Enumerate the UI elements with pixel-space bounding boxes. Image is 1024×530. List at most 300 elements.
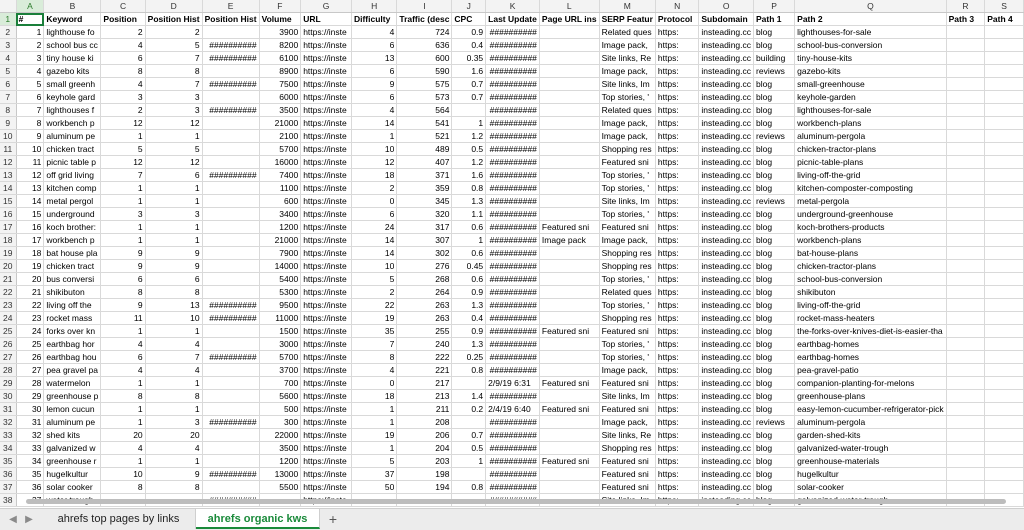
cell[interactable]: [539, 416, 599, 429]
cell[interactable]: [985, 286, 1024, 299]
cell[interactable]: 6: [351, 39, 396, 52]
cell[interactable]: 8: [101, 481, 145, 494]
cell[interactable]: 264: [397, 286, 452, 299]
cell[interactable]: https://inste: [301, 455, 352, 468]
cell[interactable]: 1: [145, 377, 202, 390]
cell[interactable]: picnic-table-plans: [795, 156, 946, 169]
header-cell[interactable]: Path 2: [795, 13, 946, 26]
cell[interactable]: [985, 403, 1024, 416]
cell[interactable]: hugelkultur: [44, 468, 101, 481]
cell[interactable]: chicken-tractor-plans: [795, 143, 946, 156]
row-header[interactable]: 32: [0, 416, 16, 429]
cell[interactable]: 489: [397, 143, 452, 156]
cell[interactable]: ##########: [202, 39, 259, 52]
cell[interactable]: 0.7: [452, 91, 486, 104]
cell[interactable]: 22: [351, 299, 396, 312]
cell[interactable]: [539, 481, 599, 494]
cell[interactable]: https://inste: [301, 286, 352, 299]
row-header[interactable]: 1: [0, 13, 16, 26]
cell[interactable]: https:: [655, 234, 698, 247]
cell[interactable]: metal-pergola: [795, 195, 946, 208]
cell[interactable]: ##########: [202, 312, 259, 325]
cell[interactable]: 9: [16, 130, 44, 143]
cell[interactable]: https:: [655, 403, 698, 416]
cell[interactable]: 1: [145, 403, 202, 416]
table-row[interactable]: [0, 377, 1024, 390]
cell[interactable]: insteading.cc: [699, 26, 754, 39]
cell[interactable]: off grid living: [44, 169, 101, 182]
cell[interactable]: 221: [397, 364, 452, 377]
cell[interactable]: https://inste: [301, 260, 352, 273]
cell[interactable]: 600: [259, 195, 301, 208]
cell[interactable]: 35: [351, 325, 396, 338]
cell[interactable]: [946, 442, 985, 455]
cell[interactable]: 276: [397, 260, 452, 273]
cell[interactable]: 20: [16, 273, 44, 286]
cell[interactable]: blog: [754, 325, 795, 338]
cell[interactable]: 3500: [259, 442, 301, 455]
header-cell[interactable]: Keyword: [44, 13, 101, 26]
cell[interactable]: 8: [101, 286, 145, 299]
cell[interactable]: 4: [101, 338, 145, 351]
cell[interactable]: 222: [397, 351, 452, 364]
column-header-c[interactable]: C: [101, 0, 145, 13]
table-row[interactable]: [0, 299, 1024, 312]
cell[interactable]: [985, 143, 1024, 156]
cell[interactable]: keyhole-garden: [795, 91, 946, 104]
cell[interactable]: insteading.cc: [699, 299, 754, 312]
cell[interactable]: 2: [101, 104, 145, 117]
add-sheet-icon[interactable]: +: [328, 511, 338, 527]
cell[interactable]: 500: [259, 403, 301, 416]
cell[interactable]: blog: [754, 299, 795, 312]
cell[interactable]: 4: [101, 78, 145, 91]
cell[interactable]: https://inste: [301, 429, 352, 442]
cell[interactable]: ##########: [486, 91, 540, 104]
cell[interactable]: 14: [351, 247, 396, 260]
table-row[interactable]: [0, 260, 1024, 273]
cell[interactable]: [985, 416, 1024, 429]
cell[interactable]: insteading.cc: [699, 377, 754, 390]
cell[interactable]: [946, 338, 985, 351]
row-header[interactable]: 13: [0, 169, 16, 182]
table-row[interactable]: [0, 156, 1024, 169]
cell[interactable]: [946, 416, 985, 429]
cell[interactable]: reviews: [754, 130, 795, 143]
column-header-s[interactable]: S: [985, 0, 1024, 13]
cell[interactable]: Image pack,: [599, 364, 655, 377]
cell[interactable]: [202, 481, 259, 494]
cell[interactable]: blog: [754, 143, 795, 156]
cell[interactable]: 0.7: [452, 429, 486, 442]
cell[interactable]: 2100: [259, 130, 301, 143]
cell[interactable]: [946, 351, 985, 364]
cell[interactable]: [946, 429, 985, 442]
cell[interactable]: Image pack,: [599, 234, 655, 247]
cell[interactable]: 521: [397, 130, 452, 143]
cell[interactable]: earthbag hou: [44, 351, 101, 364]
cell[interactable]: [946, 182, 985, 195]
table-row[interactable]: [0, 416, 1024, 429]
cell[interactable]: ##########: [486, 325, 540, 338]
cell[interactable]: 0.8: [452, 364, 486, 377]
column-header-o[interactable]: O: [699, 0, 754, 13]
cell[interactable]: Site links, Re: [599, 52, 655, 65]
cell[interactable]: Image pack,: [599, 117, 655, 130]
row-header[interactable]: 16: [0, 208, 16, 221]
cell[interactable]: insteading.cc: [699, 195, 754, 208]
cell[interactable]: 19: [351, 429, 396, 442]
cell[interactable]: 11000: [259, 312, 301, 325]
cell[interactable]: insteading.cc: [699, 390, 754, 403]
cell[interactable]: 21: [16, 286, 44, 299]
cell[interactable]: [452, 377, 486, 390]
cell[interactable]: [202, 377, 259, 390]
cell[interactable]: [946, 377, 985, 390]
cell[interactable]: [946, 481, 985, 494]
cell[interactable]: https://inste: [301, 481, 352, 494]
cell[interactable]: 12: [101, 117, 145, 130]
cell[interactable]: greenhouse p: [44, 390, 101, 403]
column-header-f[interactable]: F: [259, 0, 301, 13]
cell[interactable]: ##########: [486, 130, 540, 143]
cell[interactable]: ##########: [202, 52, 259, 65]
cell[interactable]: [539, 390, 599, 403]
cell[interactable]: ##########: [486, 117, 540, 130]
table-row[interactable]: [0, 338, 1024, 351]
cell[interactable]: insteading.cc: [699, 65, 754, 78]
cell[interactable]: 268: [397, 273, 452, 286]
row-header[interactable]: 25: [0, 325, 16, 338]
table-row[interactable]: [0, 286, 1024, 299]
row-header[interactable]: 14: [0, 182, 16, 195]
cell[interactable]: 0.9: [452, 26, 486, 39]
cell[interactable]: 7: [351, 338, 396, 351]
cell[interactable]: ##########: [486, 208, 540, 221]
cell[interactable]: reviews: [754, 195, 795, 208]
cell[interactable]: ##########: [486, 455, 540, 468]
cell[interactable]: Featured sni: [539, 455, 599, 468]
cell[interactable]: [539, 338, 599, 351]
cell[interactable]: [946, 299, 985, 312]
cell[interactable]: 1: [101, 234, 145, 247]
cell[interactable]: https:: [655, 481, 698, 494]
cell[interactable]: ##########: [486, 338, 540, 351]
cell[interactable]: Related ques: [599, 104, 655, 117]
cell[interactable]: [539, 260, 599, 273]
cell[interactable]: [202, 143, 259, 156]
prev-sheet-icon[interactable]: ◀: [9, 514, 17, 525]
cell[interactable]: [946, 403, 985, 416]
cell[interactable]: Top stories, ': [599, 351, 655, 364]
cell[interactable]: Image pack: [539, 234, 599, 247]
cell[interactable]: 3: [101, 208, 145, 221]
cell[interactable]: 9500: [259, 299, 301, 312]
cell[interactable]: 1: [351, 442, 396, 455]
table-row[interactable]: [0, 78, 1024, 91]
cell[interactable]: insteading.cc: [699, 78, 754, 91]
cell[interactable]: [946, 312, 985, 325]
cell[interactable]: 1.6: [452, 65, 486, 78]
cell[interactable]: 263: [397, 312, 452, 325]
cell[interactable]: [202, 65, 259, 78]
row-header[interactable]: 33: [0, 429, 16, 442]
cell[interactable]: 29: [16, 390, 44, 403]
cell[interactable]: 12: [101, 156, 145, 169]
header-cell[interactable]: CPC: [452, 13, 486, 26]
cell[interactable]: https://inste: [301, 156, 352, 169]
cell[interactable]: 12: [145, 156, 202, 169]
column-header-e[interactable]: E: [202, 0, 259, 13]
row-header[interactable]: 24: [0, 312, 16, 325]
cell[interactable]: 18: [351, 169, 396, 182]
cell[interactable]: https:: [655, 247, 698, 260]
sheet-body[interactable]: [0, 13, 1024, 507]
cell[interactable]: Shopping res: [599, 312, 655, 325]
header-cell[interactable]: SERP Featur: [599, 13, 655, 26]
cell[interactable]: 208: [397, 416, 452, 429]
cell[interactable]: 0.7: [452, 78, 486, 91]
cell[interactable]: https://inste: [301, 403, 352, 416]
cell[interactable]: [539, 299, 599, 312]
cell[interactable]: https://inste: [301, 117, 352, 130]
cell[interactable]: [202, 182, 259, 195]
table-row[interactable]: [0, 26, 1024, 39]
cell[interactable]: 0.4: [452, 39, 486, 52]
column-header-a[interactable]: A: [16, 0, 44, 13]
cell[interactable]: underground-greenhouse: [795, 208, 946, 221]
cell[interactable]: blog: [754, 91, 795, 104]
column-header-i[interactable]: I: [397, 0, 452, 13]
cell[interactable]: blog: [754, 104, 795, 117]
cell[interactable]: [539, 143, 599, 156]
cell[interactable]: insteading.cc: [699, 182, 754, 195]
cell[interactable]: 11: [101, 312, 145, 325]
cell[interactable]: 3: [145, 208, 202, 221]
cell[interactable]: [202, 390, 259, 403]
cell[interactable]: workbench p: [44, 234, 101, 247]
table-row[interactable]: [0, 247, 1024, 260]
cell[interactable]: 21000: [259, 117, 301, 130]
cell[interactable]: 300: [259, 416, 301, 429]
cell[interactable]: [539, 208, 599, 221]
cell[interactable]: Featured sni: [539, 221, 599, 234]
cell[interactable]: Site links, Im: [599, 390, 655, 403]
cell[interactable]: blog: [754, 39, 795, 52]
header-cell[interactable]: Last Update: [486, 13, 540, 26]
cell[interactable]: bat-house-plans: [795, 247, 946, 260]
row-header[interactable]: 2: [0, 26, 16, 39]
cell[interactable]: 5: [351, 273, 396, 286]
row-header[interactable]: 37: [0, 481, 16, 494]
cell[interactable]: [539, 468, 599, 481]
cell[interactable]: 2: [16, 39, 44, 52]
cell[interactable]: [539, 65, 599, 78]
cell[interactable]: [539, 39, 599, 52]
cell[interactable]: 7: [145, 52, 202, 65]
cell[interactable]: 345: [397, 195, 452, 208]
cell[interactable]: Featured sni: [599, 481, 655, 494]
cell[interactable]: 213: [397, 390, 452, 403]
cell[interactable]: Shopping res: [599, 143, 655, 156]
cell[interactable]: shed kits: [44, 429, 101, 442]
cell[interactable]: 371: [397, 169, 452, 182]
table-row[interactable]: [0, 429, 1024, 442]
cell[interactable]: 0.35: [452, 52, 486, 65]
cell[interactable]: school-bus-conversion: [795, 273, 946, 286]
cell[interactable]: 9: [145, 247, 202, 260]
cell[interactable]: [202, 338, 259, 351]
cell[interactable]: [202, 273, 259, 286]
table-row[interactable]: [0, 481, 1024, 494]
cell[interactable]: https://inste: [301, 52, 352, 65]
cell[interactable]: 4: [351, 104, 396, 117]
cell[interactable]: 1.3: [452, 338, 486, 351]
cell[interactable]: ##########: [486, 299, 540, 312]
cell[interactable]: blog: [754, 403, 795, 416]
cell[interactable]: 1.2: [452, 156, 486, 169]
header-cell[interactable]: Path 1: [754, 13, 795, 26]
cell[interactable]: 16: [16, 221, 44, 234]
cell[interactable]: [202, 26, 259, 39]
header-cell[interactable]: Position Hist: [145, 13, 202, 26]
cell[interactable]: ##########: [202, 169, 259, 182]
table-row[interactable]: [0, 91, 1024, 104]
table-row[interactable]: [0, 364, 1024, 377]
cell[interactable]: reviews: [754, 416, 795, 429]
cell[interactable]: https://inste: [301, 26, 352, 39]
cell[interactable]: https:: [655, 286, 698, 299]
cell[interactable]: [202, 156, 259, 169]
header-cell[interactable]: Traffic (desc: [397, 13, 452, 26]
cell[interactable]: earthbag-homes: [795, 338, 946, 351]
header-cell[interactable]: Path 4: [985, 13, 1024, 26]
row-header[interactable]: 28: [0, 364, 16, 377]
cell[interactable]: https://inste: [301, 338, 352, 351]
cell[interactable]: Top stories, ': [599, 299, 655, 312]
cell[interactable]: https:: [655, 65, 698, 78]
cell[interactable]: 3: [101, 91, 145, 104]
cell[interactable]: 8: [145, 481, 202, 494]
cell[interactable]: Featured sni: [539, 403, 599, 416]
cell[interactable]: ##########: [486, 481, 540, 494]
cell[interactable]: https:: [655, 104, 698, 117]
cell[interactable]: blog: [754, 169, 795, 182]
table-row[interactable]: [0, 117, 1024, 130]
cell[interactable]: blog: [754, 468, 795, 481]
cell[interactable]: ##########: [486, 312, 540, 325]
cell[interactable]: Top stories, ': [599, 273, 655, 286]
cell[interactable]: 16000: [259, 156, 301, 169]
cell[interactable]: [985, 429, 1024, 442]
cell[interactable]: [539, 442, 599, 455]
cell[interactable]: 8: [101, 390, 145, 403]
cell[interactable]: 19: [351, 312, 396, 325]
cell[interactable]: Featured sni: [539, 325, 599, 338]
cell[interactable]: https://inste: [301, 468, 352, 481]
cell[interactable]: insteading.cc: [699, 260, 754, 273]
cell[interactable]: bus conversi: [44, 273, 101, 286]
cell[interactable]: living off the: [44, 299, 101, 312]
table-row[interactable]: [0, 130, 1024, 143]
cell[interactable]: 6: [101, 351, 145, 364]
cell[interactable]: 3400: [259, 208, 301, 221]
cell[interactable]: 22000: [259, 429, 301, 442]
cell[interactable]: 359: [397, 182, 452, 195]
cell[interactable]: 0.8: [452, 182, 486, 195]
cell[interactable]: 1: [351, 416, 396, 429]
cell[interactable]: 3700: [259, 364, 301, 377]
cell[interactable]: 0.8: [452, 481, 486, 494]
table-row[interactable]: [0, 312, 1024, 325]
cell[interactable]: 35: [16, 468, 44, 481]
cell[interactable]: https:: [655, 273, 698, 286]
cell[interactable]: insteading.cc: [699, 338, 754, 351]
cell[interactable]: [985, 221, 1024, 234]
cell[interactable]: 6: [145, 273, 202, 286]
cell[interactable]: https://inste: [301, 143, 352, 156]
column-header-g[interactable]: G: [301, 0, 352, 13]
cell[interactable]: 1.1: [452, 208, 486, 221]
row-header[interactable]: 22: [0, 286, 16, 299]
cell[interactable]: 28: [16, 377, 44, 390]
cell[interactable]: https://inste: [301, 299, 352, 312]
cell[interactable]: https://inste: [301, 130, 352, 143]
cell[interactable]: reviews: [754, 65, 795, 78]
cell[interactable]: 7: [145, 78, 202, 91]
cell[interactable]: insteading.cc: [699, 221, 754, 234]
cell[interactable]: 17: [16, 234, 44, 247]
cell[interactable]: 5: [16, 78, 44, 91]
cell[interactable]: 9: [101, 260, 145, 273]
cell[interactable]: ##########: [486, 39, 540, 52]
cell[interactable]: insteading.cc: [699, 117, 754, 130]
cell[interactable]: 14: [351, 117, 396, 130]
cell[interactable]: [946, 390, 985, 403]
cell[interactable]: 573: [397, 91, 452, 104]
cell[interactable]: solar-cooker: [795, 481, 946, 494]
cell[interactable]: 636: [397, 39, 452, 52]
cell[interactable]: 6: [351, 208, 396, 221]
cell[interactable]: https:: [655, 169, 698, 182]
cell[interactable]: chicken-tractor-plans: [795, 260, 946, 273]
cell[interactable]: [985, 65, 1024, 78]
cell[interactable]: 2/4/19 6:40: [486, 403, 540, 416]
cell[interactable]: 1: [145, 221, 202, 234]
cell[interactable]: 50: [351, 481, 396, 494]
cell[interactable]: 0.45: [452, 260, 486, 273]
row-header[interactable]: 35: [0, 455, 16, 468]
cell[interactable]: aluminum pe: [44, 416, 101, 429]
row-header[interactable]: 27: [0, 351, 16, 364]
cell[interactable]: lighthouse fo: [44, 26, 101, 39]
cell[interactable]: 6: [145, 169, 202, 182]
cell[interactable]: blog: [754, 312, 795, 325]
cell[interactable]: [985, 247, 1024, 260]
cell[interactable]: 1: [351, 403, 396, 416]
cell[interactable]: Image pack,: [599, 416, 655, 429]
cell[interactable]: living-off-the-grid: [795, 169, 946, 182]
cell[interactable]: insteading.cc: [699, 416, 754, 429]
header-cell[interactable]: Protocol: [655, 13, 698, 26]
cell[interactable]: [985, 169, 1024, 182]
cell[interactable]: 3900: [259, 26, 301, 39]
cell[interactable]: [946, 52, 985, 65]
header-cell[interactable]: URL: [301, 13, 352, 26]
cell[interactable]: 1.4: [452, 390, 486, 403]
cell[interactable]: rocket-mass-heaters: [795, 312, 946, 325]
cell[interactable]: Site links, Re: [599, 429, 655, 442]
